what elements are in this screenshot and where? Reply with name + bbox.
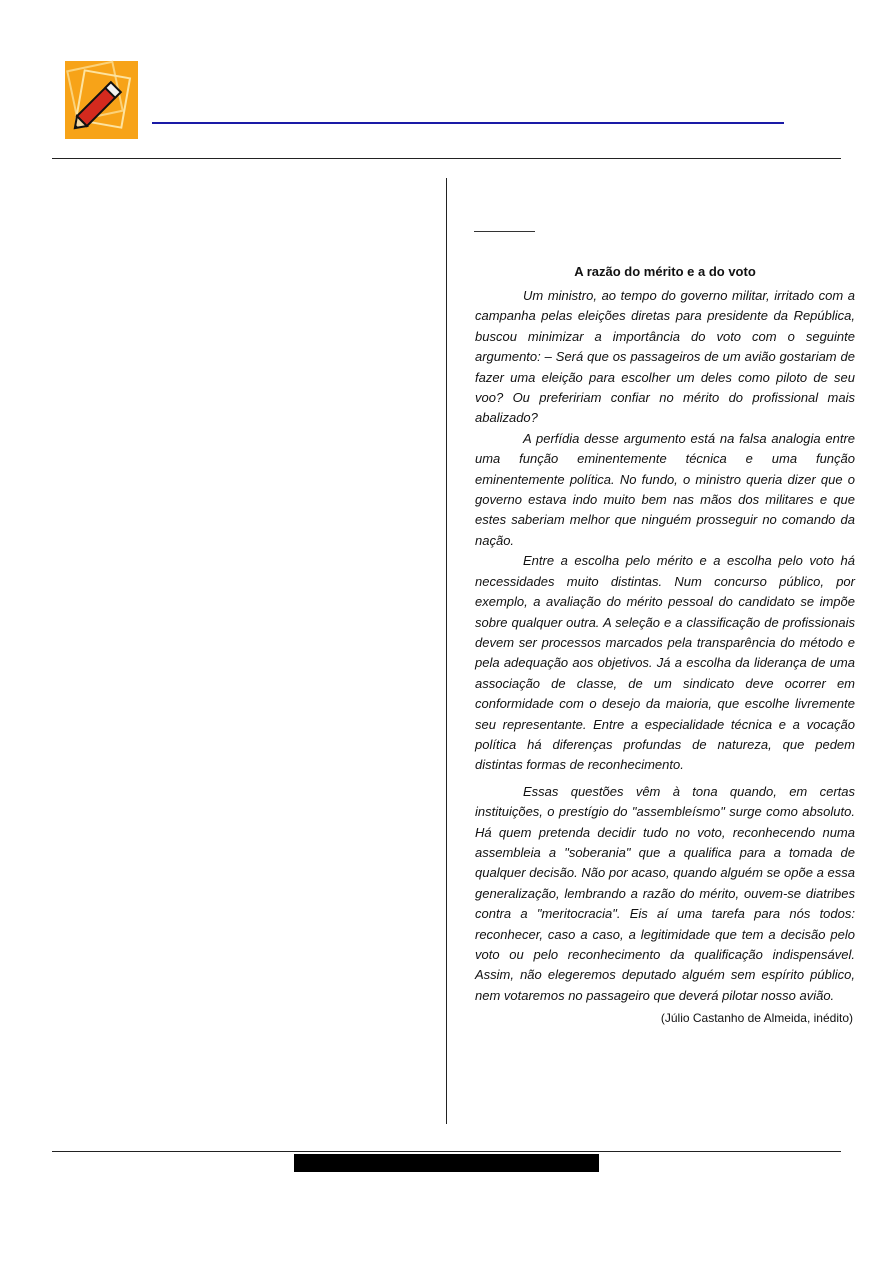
top-divider [52,158,841,159]
article-paragraph: A perfídia desse argumento está na falsa analogia entre uma função eminentemente técnica e uma função eminentemente política. No fundo, o ministro queria dizer que o governo estava indo muito bem nas mãos dos militares e que estes saberiam melhor que ninguém prosseguir no comando da nação. [475,430,855,548]
article-source: (Júlio Castanho de Almeida, inédito) [660,1011,853,1026]
footer-bar [294,1154,599,1172]
article-title: A razão do mérito e a do voto [574,264,756,279]
article-paragraph: Entre a escolha pelo mérito e a escolha pelo voto há necessidades muito distintas. Num concurso público, por exemplo, a avaliação do mérito pessoal do candidato se impõe sobre qualquer outra. A seleção e a classificação de profissionais devem ser processos marcados pela transparência do método e pela adequação aos objetivos. Já a escolha da liderança de uma associação de classe, de um sindicato deve ocorrer em conformidade com o desejo da maioria, que escolhe livremente seu representante. Entre a especialidade técnica e a vocação política há diferenças profundas de natureza, que pedem distintas formas de reconhecimento. [475,553,855,773]
article-paragraph: Essas questões vêm à tona quando, em certas instituições, o prestígio do "assembleísmo" surge como absoluto. Há quem pretenda decidir tudo no voto, reconhecendo numa assembleia a "soberania" que a qualifica para a tomada de qualquer decisão. Não por acaso, quando alguém se opõe a essa generalização, lembrando a razão do mérito, ouvem-se diatribes contra a "meritocracia". Eis aí uma tarefa para nós todos: reconhecer, caso a caso, a legitimidade que tem a decisão pelo voto ou pelo reconhecimento da qualificação indispensável. Assim, não elegeremos deputado alguém sem espírito público, nem votaremos no passageiro que deverá pilotar nosso avião. [475,783,855,1003]
pencil-icon [64,60,139,140]
article-paragraph: Um ministro, ao tempo do governo militar, irritado com a campanha pelas eleições diretas para presidente da República, buscou minimizar a importância do voto com o seguinte argumento: – Será que os passageiros de um avião gostariam de fazer uma eleição para escolher um deles como piloto de seu voo? Ou prefeririam confiar no mérito do profissional mais abalizado? [475,288,855,426]
blank-line [474,231,535,232]
header-rule [152,122,784,124]
column-divider [446,178,447,1124]
logo [64,60,139,140]
bottom-divider [52,1151,841,1152]
article [475,262,855,1029]
